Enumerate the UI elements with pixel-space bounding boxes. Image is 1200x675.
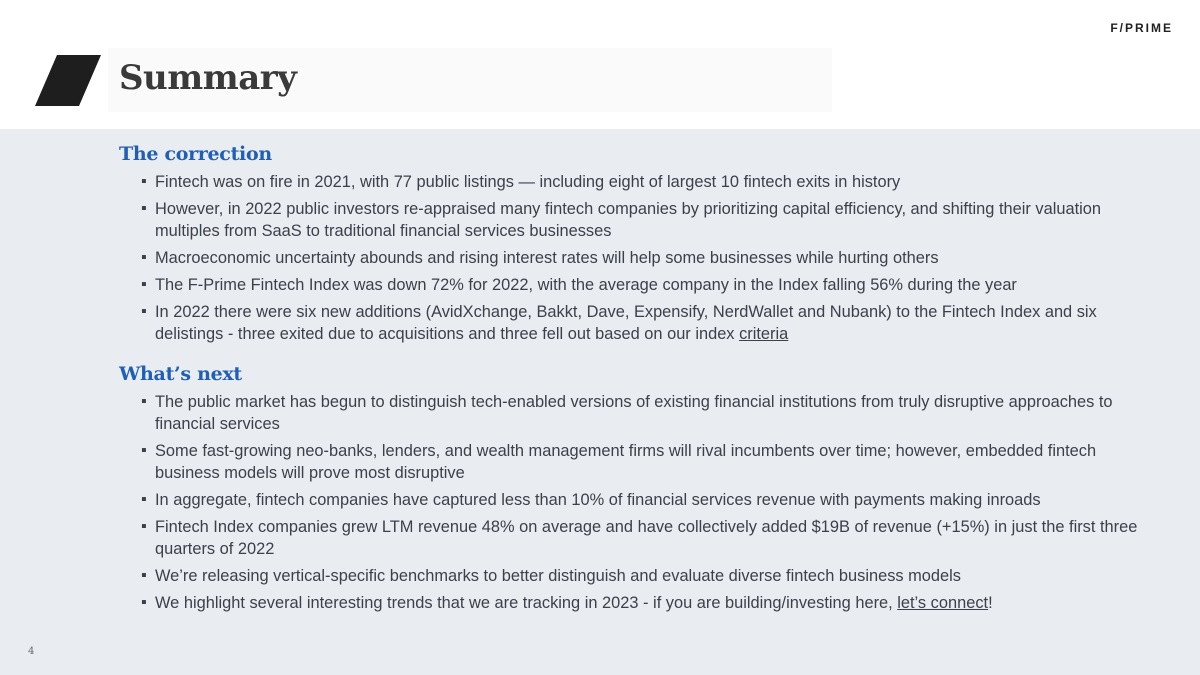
list-item: ▪ Some fast-growing neo-banks, lenders, and wealth management firms will rival incumbents over time; however, embedded fintech business models will prove most disruptive [141,442,1097,482]
fprime-logo: F/PRIME [1110,21,1173,35]
correction-bullet-list [119,171,1159,345]
page-title: Summary [119,58,297,98]
whats-next-bullet-list [119,391,1159,614]
list-item: ▪ Fintech Index companies grew LTM revenue 48% on average and have collectively added $19B of revenue (+15%) in just the first three quarters of 2022 [141,518,1138,558]
list-item: ▪ We’re releasing vertical-specific benchmarks to better distinguish and evaluate diverse fintech business models [141,567,961,585]
list-item: ▪ The F-Prime Fintech Index was down 72% for 2022, with the average company in the Index falling 56% during the year [141,276,1017,294]
page-number: 4 [28,646,35,657]
parallelogram-logo-shape [35,55,101,106]
list-item: ▪ We highlight several interesting trends that we are tracking in 2023 - if you are building/investing here, let’s connect! [141,594,993,612]
section-heading-correction: The correction [119,143,272,165]
list-item: ▪ The public market has begun to distinguish tech-enabled versions of existing financial institutions from truly disruptive approaches to financial services [141,393,1113,433]
section-heading-whats-next: What’s next [119,363,242,385]
list-item: ▪ Fintech was on fire in 2021, with 77 public listings — including eight of largest 10 fintech exits in history [141,173,901,191]
list-item: ▪ In aggregate, fintech companies have captured less than 10% of financial services revenue with payments making inroads [141,491,1041,509]
list-item: ▪ However, in 2022 public investors re-appraised many fintech companies by prioritizing capital efficiency, and shifting their valuation multiples from SaaS to traditional financial services businesses [141,200,1101,240]
list-item: ▪ In 2022 there were six new additions (AvidXchange, Bakkt, Dave, Expensify, NerdWallet and Nubank) to the Fintech Index and six delistings - three exited due to acquisitions and three fell out based on our index criteria [141,303,1097,343]
summary-content [119,143,1159,619]
criteria-link[interactable]: criteria [739,325,789,343]
lets-connect-link[interactable]: let’s connect [897,594,989,612]
list-item: ▪ Macroeconomic uncertainty abounds and rising interest rates will help some businesses while hurting others [141,249,939,267]
